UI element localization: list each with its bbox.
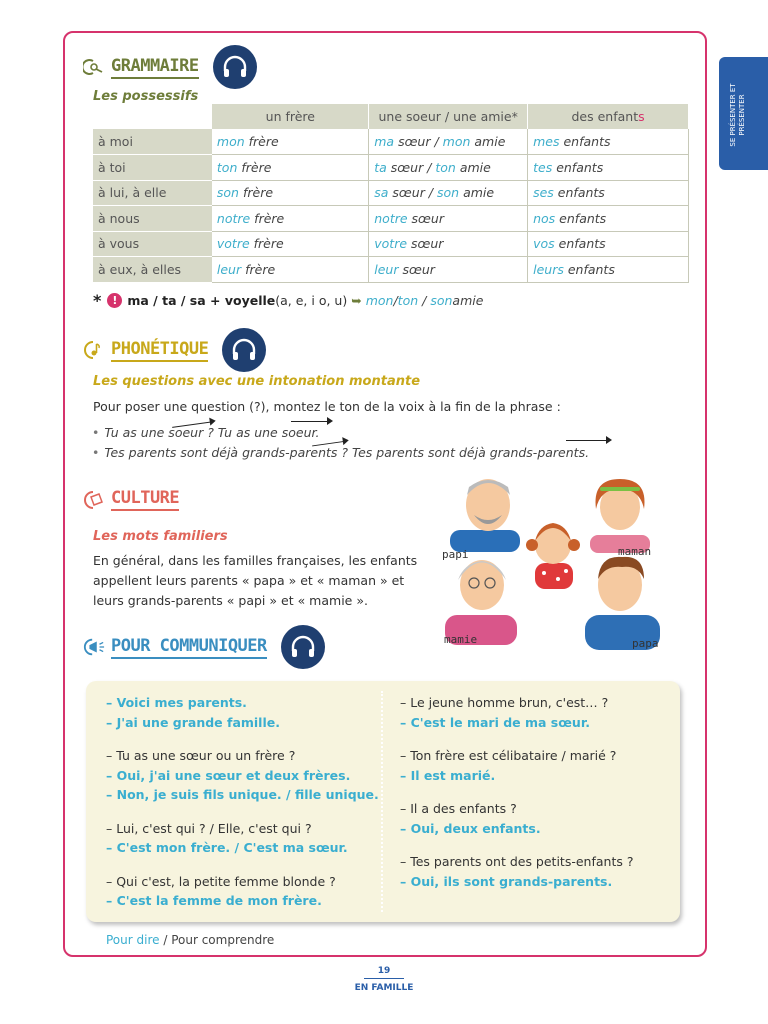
- communicate-title: POUR COMMUNIQUER: [111, 636, 267, 659]
- phonetics-subtitle: Les questions avec une intonation montante: [93, 374, 421, 389]
- cell: tes enfants: [528, 155, 689, 181]
- cell: son frère: [212, 180, 369, 206]
- possessives-table: [93, 104, 689, 283]
- person-label: à vous: [93, 231, 212, 257]
- table-row: [93, 180, 689, 206]
- dialogue-question: – Le jeune homme brun, c'est… ?: [400, 695, 609, 710]
- phonetics-intro: Pour poser une question (?), montez le ton de la voix à la fin de la phrase :: [93, 399, 561, 414]
- dialogue-answer: – Il est marié.: [400, 767, 496, 783]
- person-label: à lui, à elle: [93, 180, 212, 206]
- cell: vos enfants: [528, 231, 689, 257]
- cell: votre sœur: [369, 231, 528, 257]
- dialogue-answer: – Oui, ils sont grands-parents.: [400, 873, 613, 889]
- cell: ton frère: [212, 155, 369, 181]
- label-mamie: mamie: [444, 633, 478, 646]
- table-header: une soeur / une amie*: [369, 104, 528, 129]
- dialogue-question: – Tu as une sœur ou un frère ?: [106, 748, 296, 763]
- culture-subtitle: Les mots familiers: [93, 529, 228, 544]
- table-row: [93, 231, 689, 257]
- cell: votre frère: [212, 231, 369, 257]
- headphones-icon[interactable]: [213, 45, 257, 89]
- cell: ses enfants: [528, 180, 689, 206]
- culture-text: appellent leurs parents « papa » et « maman » et: [93, 573, 405, 588]
- grammar-subtitle: Les possessifs: [93, 89, 199, 104]
- music-note-icon: [83, 339, 105, 361]
- family-drawing: [440, 475, 670, 655]
- cell: nos enfants: [528, 206, 689, 232]
- cell: ta sœur / ton amie: [369, 155, 528, 181]
- warning-icon: !: [107, 293, 122, 308]
- phonetics-title: PHONÉTIQUE: [111, 339, 208, 362]
- cell: notre frère: [212, 206, 369, 232]
- cell: leur frère: [212, 257, 369, 283]
- magnifier-icon: [83, 56, 105, 78]
- table-header: un frère: [212, 104, 369, 129]
- dialogue-question: – Ton frère est célibataire / marié ?: [400, 748, 617, 763]
- dialogue-answer: – Non, je suis fils unique. / fille unique.: [106, 787, 379, 802]
- arrow-right-icon: ➥: [351, 293, 362, 308]
- headphones-icon[interactable]: [281, 625, 325, 669]
- intonation-arrow: [566, 440, 610, 441]
- table-header: des enfants: [528, 104, 689, 129]
- dialogue-column-right: [400, 693, 633, 891]
- column-divider: [381, 691, 383, 912]
- cell: mes enfants: [528, 129, 689, 155]
- person-label: à moi: [93, 129, 212, 155]
- dialogue-box: [86, 681, 680, 922]
- family-illustration: [440, 475, 670, 655]
- dialogue-question: – Tes parents ont des petits-enfants ?: [400, 854, 634, 869]
- cell: sa sœur / son amie: [369, 180, 528, 206]
- dialogue-answer: – Voici mes parents.: [106, 695, 247, 710]
- phonetics-example: • Tes parents sont déjà grands-parents ? Tes parents sont déjà grands-parents.: [92, 445, 590, 460]
- cell: notre sœur: [369, 206, 528, 232]
- communicate-header: [83, 625, 325, 669]
- dialogue-answer: – C'est le mari de ma sœur.: [400, 714, 590, 730]
- chapter-name: EN FAMILLE: [354, 983, 414, 993]
- person-label: à eux, à elles: [93, 257, 212, 283]
- dialogue-answer: – J'ai une grande famille.: [106, 714, 280, 730]
- dialogue-answer: – Oui, deux enfants.: [400, 820, 541, 836]
- headphones-icon[interactable]: [222, 328, 266, 372]
- legend: Pour dire / Pour comprendre: [106, 933, 275, 947]
- label-maman: maman: [618, 545, 652, 558]
- culture-text: leurs grands-parents « papi » et « mamie ».: [93, 593, 368, 608]
- culture-header: [83, 488, 179, 511]
- chapter-side-tab[interactable]: [719, 57, 768, 170]
- label-papa: papa: [632, 637, 659, 650]
- culture-icon: [83, 489, 105, 511]
- dialogue-question: – Lui, c'est qui ? / Elle, c'est qui ?: [106, 820, 312, 836]
- cell: leur sœur: [369, 257, 528, 283]
- phonetics-example: • Tu as une soeur ? Tu as une soeur.: [92, 425, 320, 440]
- dialogue-question: – Qui c'est, la petite femme blonde ?: [106, 873, 336, 889]
- table-row: [93, 257, 689, 283]
- dialogue-column-left: [106, 693, 379, 911]
- grammar-header: [83, 45, 257, 89]
- table-row: [93, 206, 689, 232]
- side-tab-label: SE PRÉSENTER ET PRÉSENTER: [729, 83, 746, 147]
- table-row: [93, 129, 689, 155]
- dialogue-answer: – Oui, j'ai une sœur et deux frères.: [106, 767, 351, 783]
- grammar-title: GRAMMAIRE: [111, 56, 199, 79]
- person-label: à nous: [93, 206, 212, 232]
- label-papi: papi: [442, 548, 469, 561]
- cell: leurs enfants: [528, 257, 689, 283]
- grammar-note: * ! ma / ta / sa + voyelle (a, e, i o, u) ➥ mon / ton / son amie: [93, 291, 484, 310]
- table-corner: [93, 104, 212, 129]
- cell: mon frère: [212, 129, 369, 155]
- page-number: 19: [364, 966, 404, 979]
- cell: ma sœur / mon amie: [369, 129, 528, 155]
- megaphone-icon: [83, 636, 105, 658]
- phonetics-header: [83, 328, 266, 372]
- dialogue-answer: – C'est mon frère. / C'est ma sœur.: [106, 840, 348, 855]
- person-label: à toi: [93, 155, 212, 181]
- dialogue-answer: – C'est la femme de mon frère.: [106, 893, 322, 908]
- dialogue-question: – Il a des enfants ?: [400, 801, 517, 816]
- culture-title: CULTURE: [111, 488, 179, 511]
- intonation-arrow: [291, 421, 331, 422]
- table-row: [93, 155, 689, 181]
- culture-text: En général, dans les familles françaises, les enfants: [93, 553, 418, 568]
